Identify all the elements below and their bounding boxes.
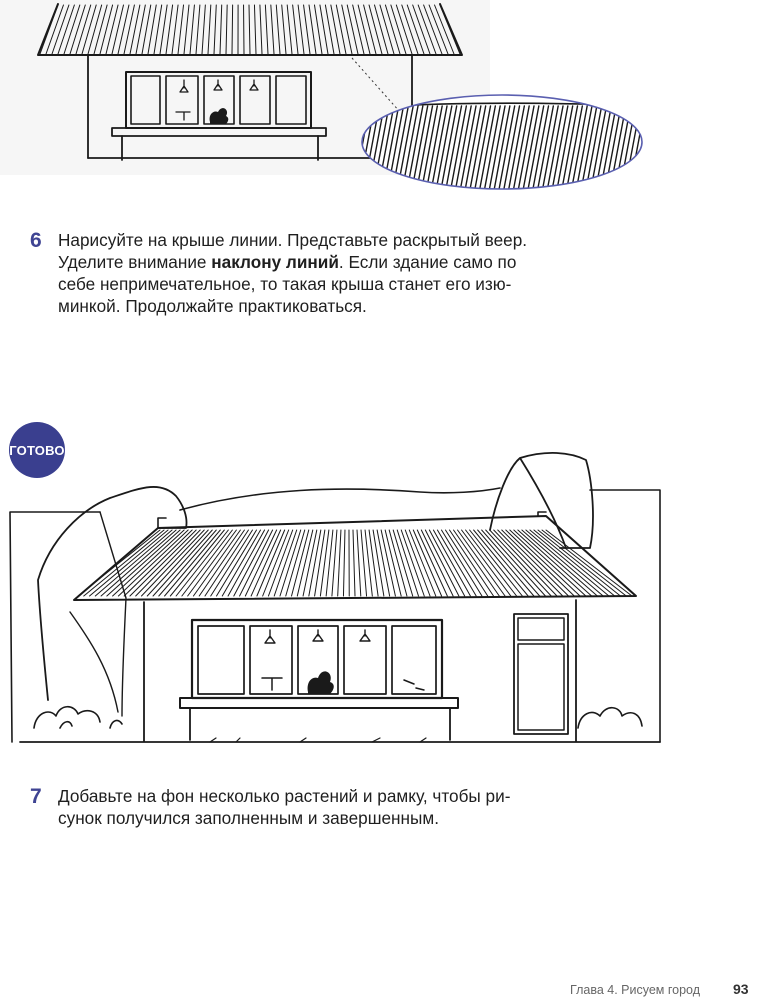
roof-hatch-line (397, 530, 418, 596)
roof-hatch-line (470, 530, 523, 596)
roof-hatch-line (450, 530, 494, 596)
roof-hatch-line (498, 530, 563, 596)
roof-hatch-line (357, 530, 361, 596)
step-6-line-4: минкой. Продолжайте практиковаться. (58, 296, 367, 316)
step-6-line-1: Нарисуйте на крыше линии. Представьте раскрытый веер. (58, 230, 528, 250)
step-7-text (58, 785, 578, 829)
step-6-emphasis: наклону линий (211, 252, 339, 272)
roof-hatch-line (199, 530, 244, 596)
step-6-line-3: себе непримечательное, то такая крыша станет его изю- (58, 274, 512, 294)
page-number: 93 (733, 981, 749, 997)
roof-hatch-line (338, 530, 341, 596)
step-number-7: 7 (30, 785, 42, 808)
step-7-line-2: сунок получился заполненным и завершенным. (58, 808, 439, 828)
roof-hatch-line (482, 530, 540, 596)
done-badge: ГОТОВО (9, 422, 65, 478)
roof-hatch-line (274, 530, 297, 596)
roof-hatch-line (353, 530, 355, 596)
footer-chapter-title: Глава 4. Рисуем город (570, 983, 700, 997)
roof-hatch-line (176, 530, 228, 596)
step-6-line-2-pre: Уделите внимание (58, 252, 212, 272)
step-6-line-2-post: . Если здание само по (338, 252, 517, 272)
roof-hatch-line (280, 530, 301, 596)
roof-hatch-line (332, 530, 337, 596)
roof-hatch-line (292, 530, 309, 596)
roof-hatch-line (343, 530, 345, 596)
step-number-6: 6 (30, 229, 42, 252)
roof-hatch-line (170, 530, 224, 596)
step-7-line-1: Добавьте на фон несколько растений и рамку, чтобы ри- (58, 786, 511, 806)
roof-hatch-line (130, 530, 196, 596)
roof-hatch-line (373, 530, 384, 596)
roof-hatch-line (369, 530, 378, 596)
roof-hatch-line (425, 530, 459, 596)
roof-hatch-line (315, 530, 325, 596)
roof-hatch-line (101, 530, 176, 596)
roof-hatch-line (466, 530, 517, 596)
roof-hatch-line (234, 530, 269, 596)
roof-hatch-line (393, 530, 413, 596)
